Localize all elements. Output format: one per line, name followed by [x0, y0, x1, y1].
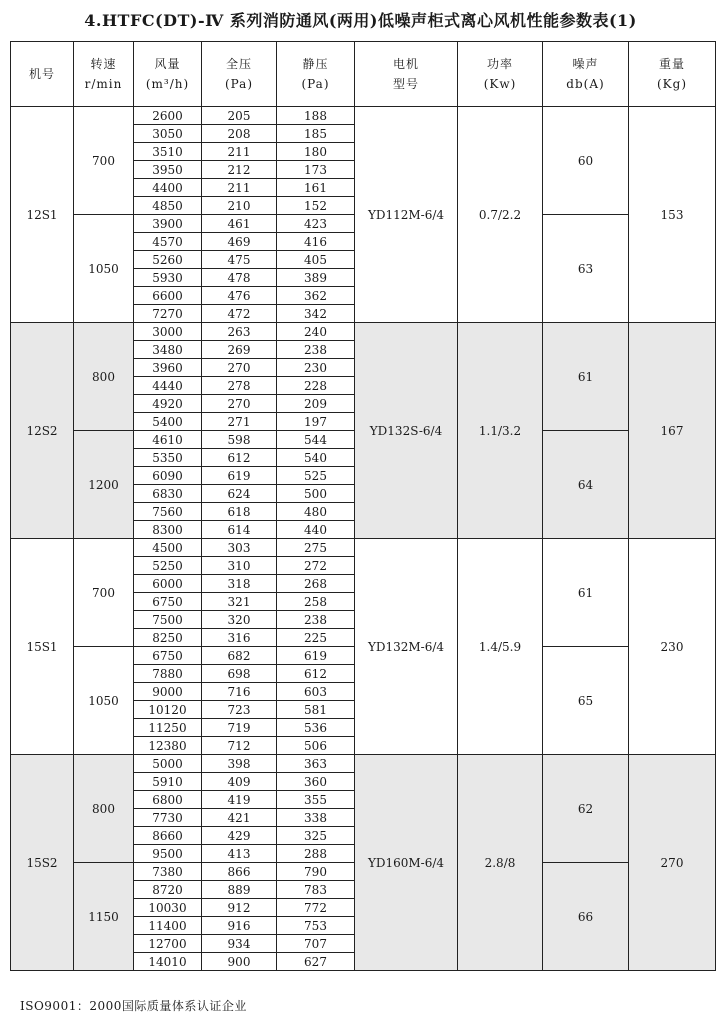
- cell-speed: 1050: [74, 215, 134, 323]
- cell-airflow: 6800: [134, 791, 202, 809]
- cell-total-pressure: 934: [202, 935, 277, 953]
- cell-static-pressure: 423: [277, 215, 355, 233]
- cell-static-pressure: 603: [277, 683, 355, 701]
- cell-total-pressure: 208: [202, 125, 277, 143]
- cell-total-pressure: 712: [202, 737, 277, 755]
- cell-total-pressure: 618: [202, 503, 277, 521]
- cell-static-pressure: 185: [277, 125, 355, 143]
- header-motor: 电机 型号: [355, 42, 458, 107]
- cell-motor: YD160M-6/4: [355, 755, 458, 971]
- cell-total-pressure: 475: [202, 251, 277, 269]
- cell-static-pressure: 363: [277, 755, 355, 773]
- page-title: 4.HTFC(DT)-Ⅳ 系列消防通风(两用)低噪声柜式离心风机性能参数表(1): [84, 11, 637, 30]
- cell-noise: 63: [543, 215, 629, 323]
- cell-airflow: 3050: [134, 125, 202, 143]
- cell-airflow: 11400: [134, 917, 202, 935]
- cell-static-pressure: 228: [277, 377, 355, 395]
- cell-airflow: 3000: [134, 323, 202, 341]
- cell-static-pressure: 362: [277, 287, 355, 305]
- cell-total-pressure: 211: [202, 179, 277, 197]
- cell-airflow: 3960: [134, 359, 202, 377]
- cell-model: 15S1: [11, 539, 74, 755]
- cell-static-pressure: 500: [277, 485, 355, 503]
- cell-total-pressure: 310: [202, 557, 277, 575]
- cell-airflow: 11250: [134, 719, 202, 737]
- cell-speed: 1200: [74, 431, 134, 539]
- table-row: [11, 107, 716, 125]
- cell-static-pressure: 230: [277, 359, 355, 377]
- cell-speed: 1150: [74, 863, 134, 971]
- cell-airflow: 4400: [134, 179, 202, 197]
- header-airflow: 风量 (m³/h): [134, 42, 202, 107]
- cell-airflow: 7560: [134, 503, 202, 521]
- cell-airflow: 3480: [134, 341, 202, 359]
- cell-airflow: 5350: [134, 449, 202, 467]
- cell-static-pressure: 627: [277, 953, 355, 971]
- cell-airflow: 6750: [134, 593, 202, 611]
- cell-static-pressure: 707: [277, 935, 355, 953]
- cell-total-pressure: 716: [202, 683, 277, 701]
- cell-static-pressure: 753: [277, 917, 355, 935]
- cell-static-pressure: 272: [277, 557, 355, 575]
- cell-total-pressure: 419: [202, 791, 277, 809]
- header-static-pressure: 静压 (Pa): [277, 42, 355, 107]
- cell-speed: 800: [74, 323, 134, 431]
- cell-total-pressure: 476: [202, 287, 277, 305]
- cell-weight: 153: [629, 107, 716, 323]
- cell-power: 0.7/2.2: [458, 107, 543, 323]
- cell-airflow: 7500: [134, 611, 202, 629]
- footer-certification: ISO9001：2000国际质量体系认证企业: [20, 999, 247, 1013]
- cell-airflow: 6090: [134, 467, 202, 485]
- cell-total-pressure: 912: [202, 899, 277, 917]
- cell-motor: YD132S-6/4: [355, 323, 458, 539]
- cell-static-pressure: 338: [277, 809, 355, 827]
- cell-total-pressure: 598: [202, 431, 277, 449]
- cell-noise: 61: [543, 539, 629, 647]
- cell-airflow: 4500: [134, 539, 202, 557]
- cell-total-pressure: 321: [202, 593, 277, 611]
- cell-total-pressure: 866: [202, 863, 277, 881]
- cell-static-pressure: 790: [277, 863, 355, 881]
- cell-static-pressure: 360: [277, 773, 355, 791]
- cell-airflow: 7270: [134, 305, 202, 323]
- cell-total-pressure: 270: [202, 395, 277, 413]
- cell-total-pressure: 478: [202, 269, 277, 287]
- table-row: [11, 539, 716, 557]
- cell-total-pressure: 270: [202, 359, 277, 377]
- cell-static-pressure: 152: [277, 197, 355, 215]
- cell-airflow: 10120: [134, 701, 202, 719]
- cell-power: 2.8/8: [458, 755, 543, 971]
- cell-total-pressure: 889: [202, 881, 277, 899]
- cell-airflow: 5260: [134, 251, 202, 269]
- table-row: [11, 323, 716, 341]
- cell-static-pressure: 480: [277, 503, 355, 521]
- cell-airflow: 5000: [134, 755, 202, 773]
- cell-model: 12S2: [11, 323, 74, 539]
- cell-airflow: 8660: [134, 827, 202, 845]
- cell-static-pressure: 405: [277, 251, 355, 269]
- cell-total-pressure: 413: [202, 845, 277, 863]
- cell-static-pressure: 440: [277, 521, 355, 539]
- cell-airflow: 9000: [134, 683, 202, 701]
- header-weight: 重量 (Kg): [629, 42, 716, 107]
- cell-total-pressure: 698: [202, 665, 277, 683]
- cell-total-pressure: 682: [202, 647, 277, 665]
- cell-total-pressure: 916: [202, 917, 277, 935]
- cell-total-pressure: 472: [202, 305, 277, 323]
- cell-airflow: 7380: [134, 863, 202, 881]
- cell-total-pressure: 409: [202, 773, 277, 791]
- cell-total-pressure: 614: [202, 521, 277, 539]
- cell-static-pressure: 180: [277, 143, 355, 161]
- cell-static-pressure: 355: [277, 791, 355, 809]
- header-noise: 噪声 db(A): [543, 42, 629, 107]
- cell-airflow: 5400: [134, 413, 202, 431]
- cell-static-pressure: 783: [277, 881, 355, 899]
- cell-total-pressure: 624: [202, 485, 277, 503]
- cell-power: 1.4/5.9: [458, 539, 543, 755]
- cell-total-pressure: 211: [202, 143, 277, 161]
- cell-total-pressure: 719: [202, 719, 277, 737]
- cell-static-pressure: 619: [277, 647, 355, 665]
- cell-static-pressure: 325: [277, 827, 355, 845]
- cell-static-pressure: 416: [277, 233, 355, 251]
- cell-total-pressure: 303: [202, 539, 277, 557]
- cell-total-pressure: 205: [202, 107, 277, 125]
- header-speed: 转速 r/min: [74, 42, 134, 107]
- cell-total-pressure: 212: [202, 161, 277, 179]
- cell-total-pressure: 210: [202, 197, 277, 215]
- cell-model: 12S1: [11, 107, 74, 323]
- cell-airflow: 12380: [134, 737, 202, 755]
- cell-airflow: 4440: [134, 377, 202, 395]
- cell-total-pressure: 612: [202, 449, 277, 467]
- cell-noise: 65: [543, 647, 629, 755]
- cell-total-pressure: 320: [202, 611, 277, 629]
- cell-total-pressure: 269: [202, 341, 277, 359]
- cell-weight: 270: [629, 755, 716, 971]
- cell-static-pressure: 536: [277, 719, 355, 737]
- cell-total-pressure: 469: [202, 233, 277, 251]
- cell-motor: YD132M-6/4: [355, 539, 458, 755]
- cell-noise: 60: [543, 107, 629, 215]
- cell-static-pressure: 161: [277, 179, 355, 197]
- cell-airflow: 6750: [134, 647, 202, 665]
- cell-airflow: 8250: [134, 629, 202, 647]
- cell-airflow: 8720: [134, 881, 202, 899]
- cell-airflow: 10030: [134, 899, 202, 917]
- cell-airflow: 3950: [134, 161, 202, 179]
- table-header: [11, 42, 716, 107]
- cell-airflow: 6000: [134, 575, 202, 593]
- table-row: [11, 755, 716, 773]
- cell-total-pressure: 421: [202, 809, 277, 827]
- cell-speed: 1050: [74, 647, 134, 755]
- cell-airflow: 3900: [134, 215, 202, 233]
- cell-airflow: 12700: [134, 935, 202, 953]
- cell-airflow: 3510: [134, 143, 202, 161]
- cell-total-pressure: 316: [202, 629, 277, 647]
- cell-airflow: 7730: [134, 809, 202, 827]
- cell-total-pressure: 318: [202, 575, 277, 593]
- cell-static-pressure: 225: [277, 629, 355, 647]
- cell-airflow: 4570: [134, 233, 202, 251]
- cell-static-pressure: 275: [277, 539, 355, 557]
- cell-airflow: 5250: [134, 557, 202, 575]
- cell-static-pressure: 581: [277, 701, 355, 719]
- performance-table: [10, 41, 716, 971]
- table-body: [11, 107, 716, 971]
- cell-static-pressure: 612: [277, 665, 355, 683]
- cell-static-pressure: 288: [277, 845, 355, 863]
- cell-static-pressure: 238: [277, 611, 355, 629]
- cell-speed: 700: [74, 107, 134, 215]
- cell-airflow: 8300: [134, 521, 202, 539]
- cell-static-pressure: 240: [277, 323, 355, 341]
- cell-static-pressure: 209: [277, 395, 355, 413]
- cell-static-pressure: 268: [277, 575, 355, 593]
- cell-airflow: 5910: [134, 773, 202, 791]
- cell-noise: 61: [543, 323, 629, 431]
- cell-speed: 700: [74, 539, 134, 647]
- cell-noise: 64: [543, 431, 629, 539]
- header-total-pressure: 全压 (Pa): [202, 42, 277, 107]
- cell-static-pressure: 342: [277, 305, 355, 323]
- cell-static-pressure: 258: [277, 593, 355, 611]
- cell-static-pressure: 540: [277, 449, 355, 467]
- cell-model: 15S2: [11, 755, 74, 971]
- cell-weight: 167: [629, 323, 716, 539]
- cell-total-pressure: 900: [202, 953, 277, 971]
- cell-total-pressure: 723: [202, 701, 277, 719]
- cell-airflow: 7880: [134, 665, 202, 683]
- cell-airflow: 2600: [134, 107, 202, 125]
- cell-airflow: 9500: [134, 845, 202, 863]
- cell-static-pressure: 197: [277, 413, 355, 431]
- cell-static-pressure: 525: [277, 467, 355, 485]
- cell-static-pressure: 238: [277, 341, 355, 359]
- cell-static-pressure: 544: [277, 431, 355, 449]
- header-model: 机号: [11, 42, 74, 107]
- cell-speed: 800: [74, 755, 134, 863]
- cell-static-pressure: 772: [277, 899, 355, 917]
- cell-total-pressure: 398: [202, 755, 277, 773]
- cell-total-pressure: 461: [202, 215, 277, 233]
- cell-static-pressure: 173: [277, 161, 355, 179]
- cell-motor: YD112M-6/4: [355, 107, 458, 323]
- cell-airflow: 14010: [134, 953, 202, 971]
- cell-airflow: 5930: [134, 269, 202, 287]
- cell-static-pressure: 506: [277, 737, 355, 755]
- cell-noise: 62: [543, 755, 629, 863]
- cell-airflow: 6600: [134, 287, 202, 305]
- cell-total-pressure: 271: [202, 413, 277, 431]
- cell-static-pressure: 389: [277, 269, 355, 287]
- cell-noise: 66: [543, 863, 629, 971]
- cell-airflow: 6830: [134, 485, 202, 503]
- cell-total-pressure: 278: [202, 377, 277, 395]
- cell-static-pressure: 188: [277, 107, 355, 125]
- cell-total-pressure: 263: [202, 323, 277, 341]
- cell-total-pressure: 429: [202, 827, 277, 845]
- cell-total-pressure: 619: [202, 467, 277, 485]
- header-power: 功率 (Kw): [458, 42, 543, 107]
- cell-power: 1.1/3.2: [458, 323, 543, 539]
- cell-airflow: 4610: [134, 431, 202, 449]
- cell-airflow: 4920: [134, 395, 202, 413]
- cell-airflow: 4850: [134, 197, 202, 215]
- cell-weight: 230: [629, 539, 716, 755]
